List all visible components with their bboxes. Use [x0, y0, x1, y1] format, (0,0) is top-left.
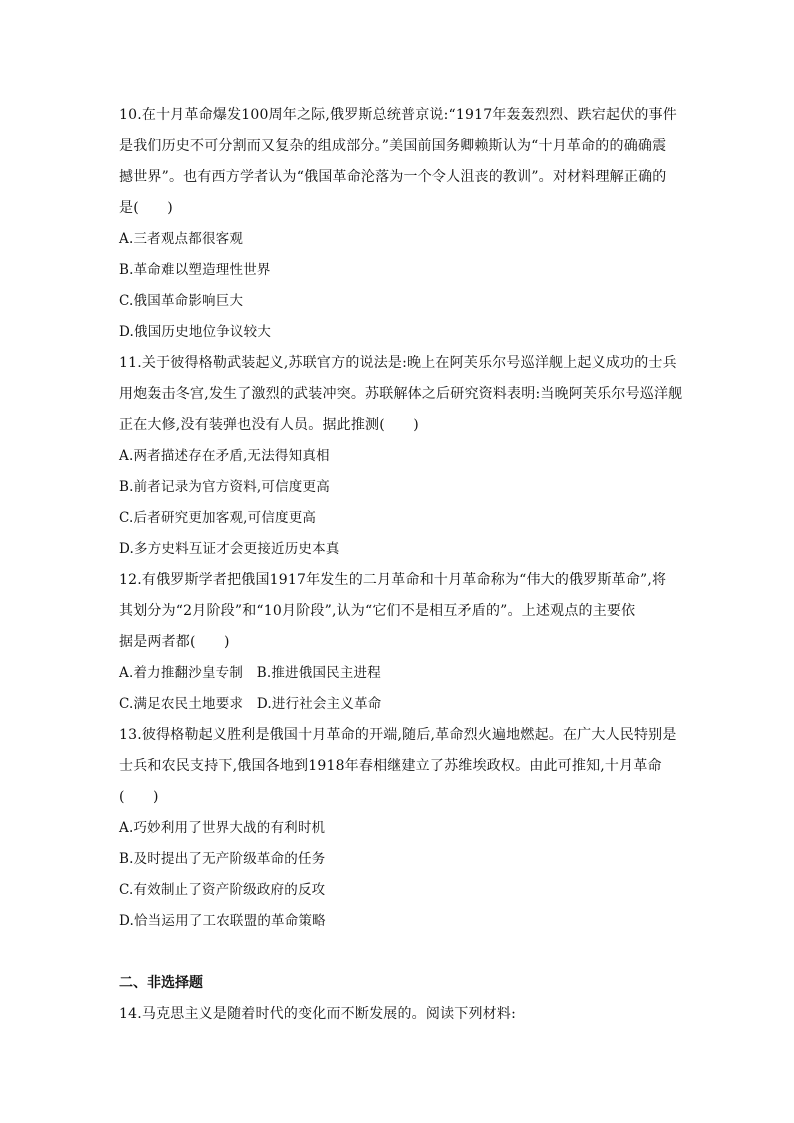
question-text-line: 是( ): [119, 200, 173, 216]
option-a: A.两者描述存在矛盾,无法得知真相: [119, 448, 330, 464]
option-b: B.及时提出了无产阶级革命的任务: [119, 851, 326, 867]
question-text-line: 是我们历史不可分割而又复杂的组成部分。”美国前国务卿赖斯认为“十月革命的的确确震: [119, 138, 667, 154]
option-d: D.俄国历史地位争议较大: [119, 324, 272, 340]
option-cd: C.满足农民土地要求 D.进行社会主义革命: [119, 696, 382, 712]
option-c: C.有效制止了资产阶级政府的反攻: [119, 882, 326, 898]
question-text-line: 11.关于彼得格勒武装起义,苏联官方的说法是:晚上在阿芙乐尔号巡洋舰上起义成功的士兵: [119, 355, 677, 371]
option-ab: A.着力推翻沙皇专制 B.推进俄国民主进程: [119, 665, 381, 681]
question-text-line: 12.有俄罗斯学者把俄国1917年发生的二月革命和十月革命称为“伟大的俄罗斯革命”,将: [119, 572, 667, 588]
section-heading: 二、非选择题: [119, 975, 203, 991]
question-text-line: 撼世界”。也有西方学者认为“俄国革命沦落为一个令人沮丧的教训”。对材料理解正确的: [119, 169, 667, 185]
option-a: A.三者观点都很客观: [119, 231, 244, 247]
option-a: A.巧妙利用了世界大战的有利时机: [119, 820, 326, 836]
question-text-line: 士兵和农民支持下,俄国各地到1918年春相继建立了苏维埃政权。由此可推知,十月革命: [119, 758, 662, 774]
option-b: B.前者记录为官方资料,可信度更高: [119, 479, 330, 495]
option-b: B.革命难以塑造理性世界: [119, 262, 271, 278]
question-text-line: 正在大修,没有装弹也没有人员。据此推测( ): [119, 417, 419, 433]
question-10: [119, 100, 684, 348]
question-text-line: 10.在十月革命爆发100周年之际,俄罗斯总统普京说:“1917年轰轰烈烈、跌宕起伏的事件: [119, 107, 677, 123]
option-d: D.恰当运用了工农联盟的革命策略: [119, 913, 326, 929]
question-text-line: 据是两者都( ): [119, 634, 230, 650]
question-text-line: 其划分为“2月阶段”和“10月阶段”,认为“它们不是相互矛盾的”。上述观点的主要依: [119, 603, 636, 619]
option-c: C.俄国革命影响巨大: [119, 293, 244, 309]
question-12: [119, 565, 684, 720]
option-d: D.多方史料互证才会更接近历史本真: [119, 541, 340, 557]
question-text-line: ( ): [119, 789, 159, 805]
question-11: [119, 348, 684, 565]
option-c: C.后者研究更加客观,可信度更高: [119, 510, 317, 526]
question-13: [119, 720, 684, 937]
question-text-line: 13.彼得格勒起义胜利是俄国十月革命的开端,随后,革命烈火遍地燃起。在广大人民特别是: [119, 727, 677, 743]
question-text-line: 用炮轰击冬宫,发生了激烈的武装冲突。苏联解体之后研究资料表明:当晚阿芙乐尔号巡洋舰: [119, 386, 683, 402]
question-14-text: 14.马克思主义是随着时代的变化而不断发展的。阅读下列材料:: [119, 1006, 516, 1022]
